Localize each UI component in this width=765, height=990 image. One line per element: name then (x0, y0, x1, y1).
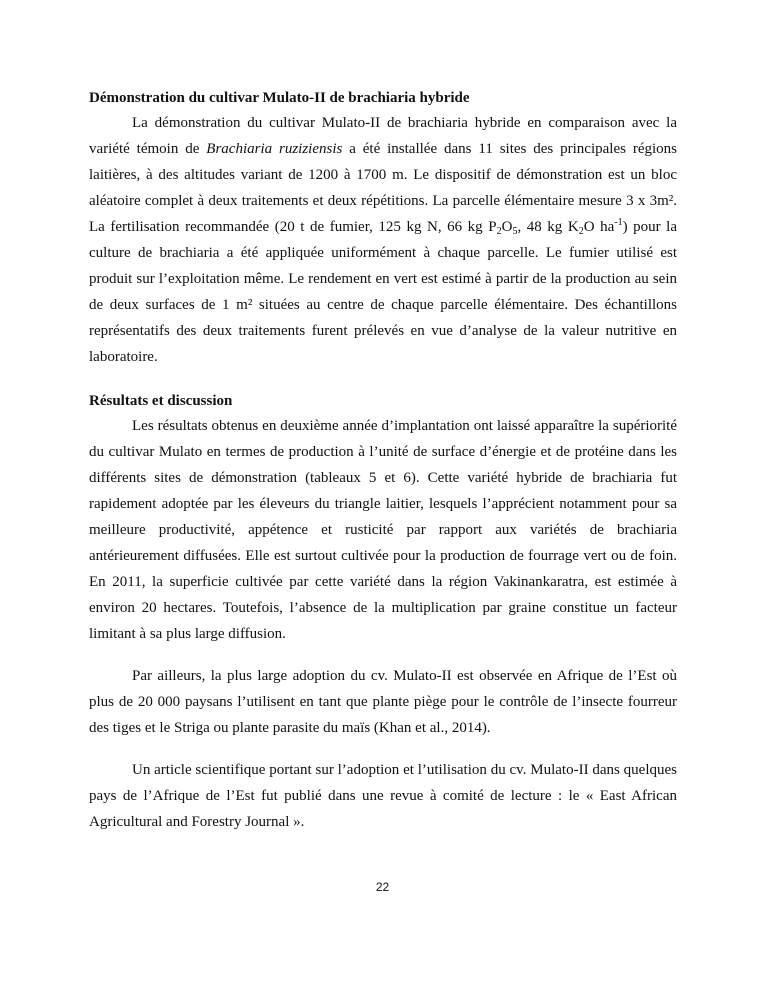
subscript: 2 (496, 226, 502, 237)
text-run: O ha (583, 219, 615, 235)
text-run: , 48 kg K (517, 219, 579, 235)
page-number: 22 (375, 880, 390, 894)
subscript: 2 (578, 226, 584, 237)
paragraph-adoption: Par ailleurs, la plus large adoption du cv. Mulato-II est observée en Afrique de l’Est où plus de 20 000 paysans l’utilisent en tant que plante piège pour le contrôle de l’insecte fourreur des tiges et le Striga ou plante parasite du maïs (Khan et al., 2014). (89, 668, 677, 736)
superscript: -1 (614, 217, 623, 228)
paragraph-results: Les résultats obtenus en deuxième année d’implantation ont laissé apparaître la supériorité du cultivar Mulato en termes de production à l’unité de surface d’énergie et de protéine dans les différents sites de démonstration (tableaux 5 et 6). Cette variété hybride de brachiaria fut rapidement adoptée par les éleveurs du triangle laitier, lesquels l’apprécient notamment pour sa meilleure productivité, appétence et rusticité par rapport aux variétés de brachiaria antérieurement diffusées. Elle est surtout cultivée pour la production de fourrage vert ou de foin. En 2011, la superficie cultivée par cette variété dans la région Vakinankaratra, est estimée à environ 20 hectares. Toutefois, l’absence de la multiplication par graine constitue un facteur limitant à sa plus large diffusion. (89, 418, 677, 642)
document-body (89, 88, 677, 835)
species-name: Brachiaria ruziziensis (206, 141, 343, 157)
subscript: 5 (512, 226, 518, 237)
paragraph-article: Un article scientifique portant sur l’adoption et l’utilisation du cv. Mulato-II dans quelques pays de l’Afrique de l’Est fut publié dans une revue à comité de lecture : le « East African Agricultural and Forestry Journal ». (89, 762, 677, 830)
text-run: a été installée dans 11 sites des principales régions laitières, à des altitudes variant de 1200 à 1700 m. Le dispositif de démonstration est un bloc aléatoire complet à deux traitements et deux répétitions. La parcelle élémentaire mesure 3 x 3m². La fertilisation recommandée (20 t de fumier, 125 kg N, 66 kg P (89, 141, 677, 235)
text-run: O (501, 219, 513, 235)
section-heading-results: Résultats et discussion (89, 393, 233, 409)
section-heading-demonstration: Démonstration du cultivar Mulato-II de brachiaria hybride (89, 90, 470, 106)
text-run: La démonstration du cultivar Mulato-II de brachiaria hybride en comparaison avec la variété témoin de (89, 115, 677, 157)
paragraph-demonstration (89, 110, 677, 370)
text-run: ) pour la culture de brachiaria a été appliquée uniformément à chaque parcelle. Le fumier utilisé est produit sur l’exploitation même. Le rendement en vert est estimé à partir de la production au sein de deux surfaces de 1 m² situées au centre de chaque parcelle élémentaire. Des échantillons représentatifs des deux traitements furent prélevés en vue d’analyse de la valeur nutritive en laboratoire. (89, 219, 677, 365)
